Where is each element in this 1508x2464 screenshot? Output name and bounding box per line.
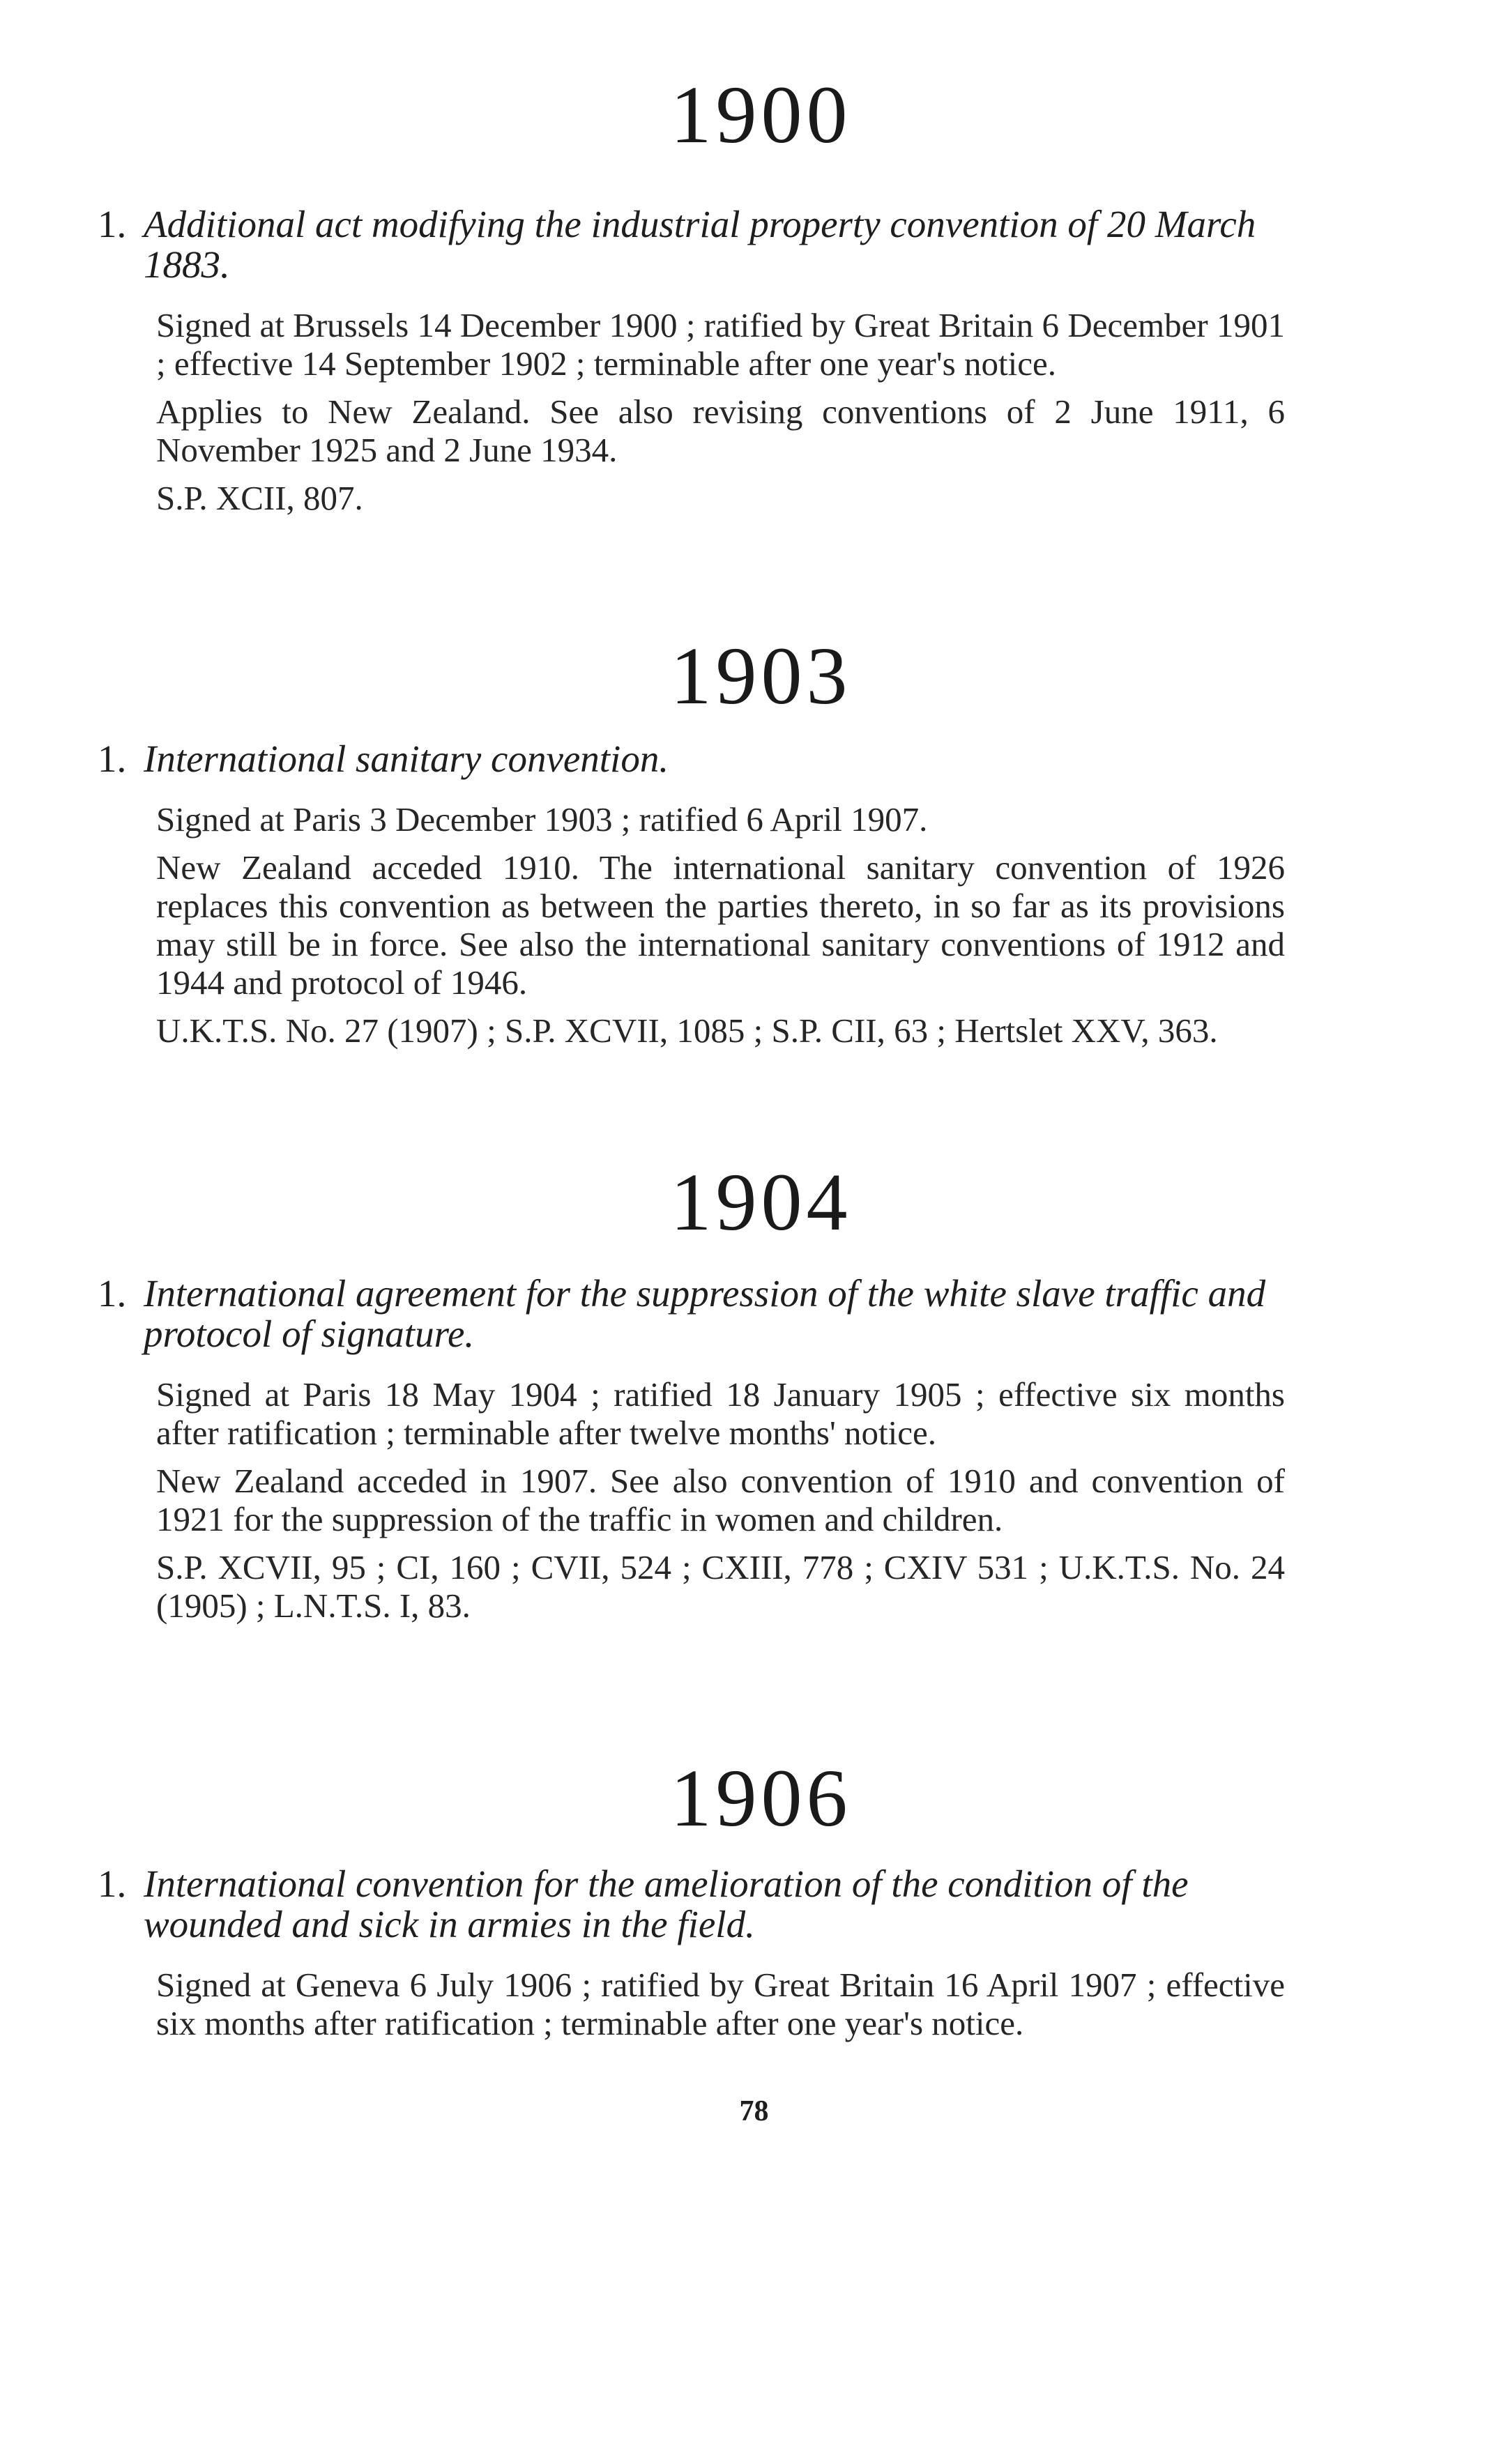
entry-title-text: International convention for the amelioration of the condition of the wounded and sick in armies in the field. xyxy=(144,1862,1189,1945)
entry-number: 1. xyxy=(98,1862,127,1905)
year-heading: 1903 xyxy=(670,630,852,721)
section-1904 xyxy=(0,1156,1508,1625)
year-heading: 1906 xyxy=(670,1752,852,1844)
entry-paragraph: Signed at Geneva 6 July 1906 ; ratified by Great Britain 16 April 1907 ; effective six months after ratification ; terminable after one year's notice. xyxy=(156,1966,1285,2042)
entry-paragraph: Signed at Paris 18 May 1904 ; ratified 18 January 1905 ; effective six months after ratification ; terminable after twelve months' notice. xyxy=(156,1375,1285,1452)
entry-paragraph: Signed at Paris 3 December 1903 ; ratified 6 April 1907. xyxy=(156,800,928,839)
year-heading: 1900 xyxy=(670,69,852,160)
entry-reference: S.P. XCII, 807. xyxy=(156,479,363,517)
entry-paragraph: New Zealand acceded in 1907. See also convention of 1910 and convention of 1921 for the suppression of the traffic in women and children. xyxy=(156,1462,1285,1538)
entry-title-text: International sanitary convention. xyxy=(144,737,669,780)
entry-paragraph: Signed at Brussels 14 December 1900 ; ratified by Great Britain 6 December 1901 ; effective 14 September 1902 ; terminable after one year's notice. xyxy=(156,306,1285,383)
section-1903 xyxy=(0,630,1508,1050)
entry-title xyxy=(0,1864,1508,1945)
entry-reference: U.K.T.S. No. 27 (1907) ; S.P. XCVII, 1085 ; S.P. CII, 63 ; Hertslet XXV, 363. xyxy=(156,1011,1218,1050)
entry-title-text: International agreement for the suppression of the white slave traffic and protocol of signature. xyxy=(144,1272,1266,1355)
page-number: 78 xyxy=(739,2095,769,2127)
entry-number: 1. xyxy=(98,737,127,780)
section-1900 xyxy=(0,69,1508,517)
entry-reference: S.P. XCVII, 95 ; CI, 160 ; CVII, 524 ; CXIII, 778 ; CXIV 531 ; U.K.T.S. No. 24 (1905) ; L.N.T.S. I, 83. xyxy=(156,1548,1285,1625)
entry-title xyxy=(0,739,1508,779)
entry-paragraph: Applies to New Zealand. See also revising conventions of 2 June 1911, 6 November 1925 and 2 June 1934. xyxy=(156,392,1285,469)
entry-paragraph: New Zealand acceded 1910. The international sanitary convention of 1926 replaces this convention as between the parties thereto, in so far as its provisions may still be in force. See also the international sanitary conventions of 1912 and 1944 and protocol of 1946. xyxy=(156,848,1285,1002)
section-1906 xyxy=(0,1752,1508,2042)
entry-title xyxy=(0,204,1508,285)
year-heading: 1904 xyxy=(670,1156,852,1248)
entry-title-text: Additional act modifying the industrial property convention of 20 March 1883. xyxy=(144,203,1256,286)
entry-title xyxy=(0,1273,1508,1354)
entry-number: 1. xyxy=(98,1272,127,1315)
entry-number: 1. xyxy=(98,203,127,245)
